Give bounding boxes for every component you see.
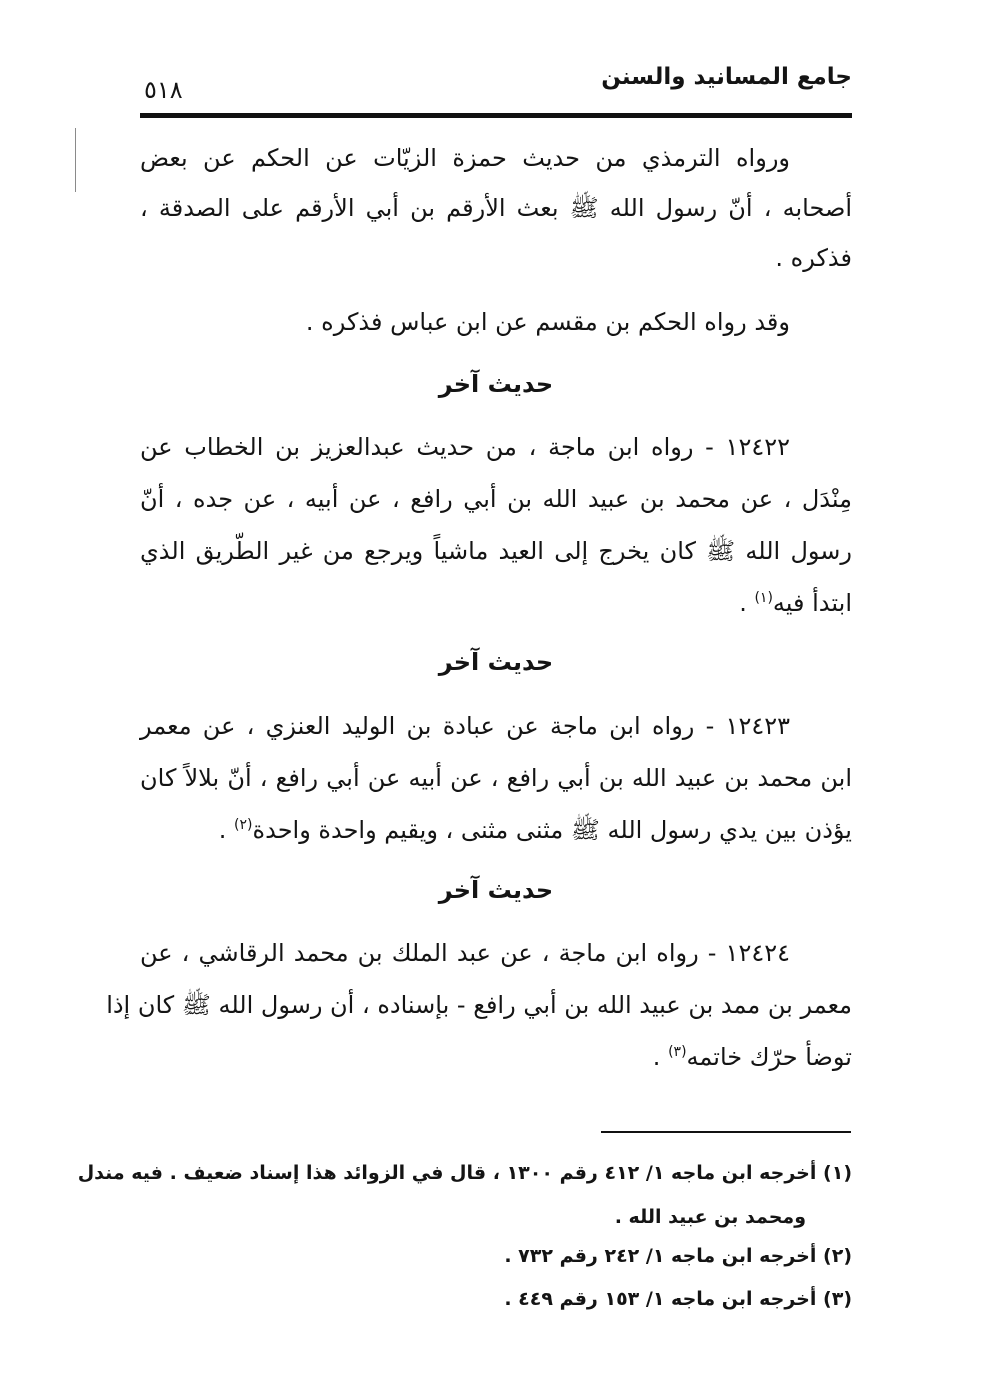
footnote-text: أخرجه ابن ماجه ١/ ٤١٢ رقم ١٣٠٠ ، قال في الزوائد هذا إسناد ضعيف . فيه مندل: [77, 1162, 817, 1184]
line-end: .: [218, 816, 235, 844]
paragraph-line: وقد رواه الحكم بن مقسم عن ابن عباس فذكره .: [305, 308, 790, 336]
scan-margin-mark: [75, 128, 76, 192]
page-number: ٥١٨: [144, 76, 183, 104]
footnote-separator: [601, 1131, 851, 1133]
footnote-reference: (٣): [668, 1044, 687, 1060]
footnote-line: [140, 1279, 852, 1319]
line-text: يؤذن بين يدي رسول الله ﷺ مثنى مثنى ، ويقيم واحدة واحدة: [252, 816, 852, 844]
footnote-marker: (٣): [823, 1288, 852, 1310]
paragraph: [140, 297, 852, 347]
footnote-reference: (٢): [234, 817, 253, 833]
running-title: جامع المسانيد والسنن: [601, 64, 852, 90]
paragraph-line: ١٢٤٢٣ - رواه ابن ماجة عن عبادة بن الوليد العنزي ، عن معمر: [140, 712, 790, 740]
hadith-paragraph: [140, 700, 852, 856]
paragraph-line: فذكره .: [775, 244, 852, 272]
footnote-text: أخرجه ابن ماجه ١/ ١٥٣ رقم ٤٤٩ .: [504, 1288, 817, 1310]
section-heading: حديث آخر: [438, 370, 554, 398]
paragraph-line: رسول الله ﷺ كان يخرج إلى العيد ماشياً ويرجع من غير الطّريق الذي: [140, 537, 852, 565]
footnote-line: [77, 1151, 852, 1195]
paragraph: [140, 133, 852, 283]
paragraph-line: ورواه الترمذي من حديث حمزة الزيّات عن الحكم عن بعض: [140, 144, 790, 172]
footnote: [140, 1236, 852, 1276]
hadith-paragraph: [106, 927, 852, 1083]
paragraph-line: ابن محمد بن عبيد الله بن أبي رافع ، عن أبيه عن أبي رافع ، أنّ بلالاً كان: [140, 764, 852, 792]
line-text: ابتدأ فيه: [772, 589, 852, 617]
section-heading: حديث آخر: [438, 876, 554, 904]
footnote-text: أخرجه ابن ماجه ١/ ٢٤٢ رقم ٧٣٢ .: [504, 1245, 817, 1267]
paragraph-line: ١٢٤٢٢ - رواه ابن ماجة ، من حديث عبدالعزيز بن الخطاب عن: [140, 433, 790, 461]
footnote-marker: (١): [823, 1162, 852, 1184]
paragraph-line: معمر بن ممد بن عبيد الله بن أبي رافع - بإسناده ، أن رسول الله ﷺ كان إذا: [106, 991, 852, 1019]
paragraph-line: [140, 804, 852, 856]
footnote-line: ومحمد بن عبيد الله .: [614, 1206, 806, 1228]
paragraph-line: مِنْدَل ، عن محمد بن عبيد الله بن أبي رافع ، عن أبيه ، عن جده ، أنّ: [140, 485, 852, 513]
paragraph-line: ١٢٤٢٤ - رواه ابن ماجة ، عن عبد الملك بن محمد الرقاشي ، عن: [140, 939, 790, 967]
section-heading: حديث آخر: [438, 648, 554, 676]
footnote-reference: (١): [754, 590, 773, 606]
header-rule: [140, 113, 852, 118]
line-text: توضأ حرّك خاتمه: [686, 1043, 852, 1071]
line-end: .: [739, 589, 755, 617]
paragraph-line: [140, 577, 852, 629]
line-end: .: [652, 1043, 669, 1071]
paragraph-line: [140, 1031, 852, 1083]
footnote: [77, 1151, 852, 1239]
footnote: [140, 1279, 852, 1319]
footnote-marker: (٢): [823, 1245, 852, 1267]
hadith-paragraph: [140, 421, 852, 629]
footnote-line: [140, 1236, 852, 1276]
paragraph-line: أصحابه ، أنّ رسول الله ﷺ بعث الأرقم بن أبي الأرقم على الصدقة ،: [140, 194, 852, 222]
